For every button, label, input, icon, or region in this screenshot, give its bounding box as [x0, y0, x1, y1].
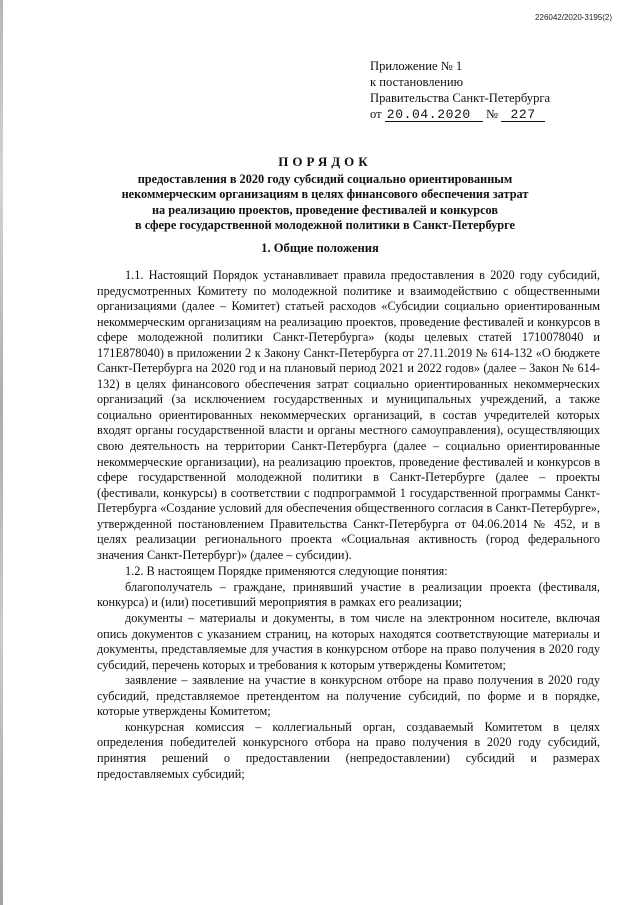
definition-application: заявление – заявление на участие в конкурсном отборе на право получения в 2020 году субсидий, представляемое претендентом на получение субсидий, по форме и в порядке, которые утверждены Комитетом; [97, 673, 600, 719]
title-line-3: на реализацию проектов, проведение фестивалей и конкурсов [151, 202, 499, 217]
annex-block [370, 58, 620, 122]
section-heading: 1. Общие положения [261, 241, 379, 255]
resolution-number: 227 [501, 108, 545, 122]
paragraph-1-1: 1.1. Настоящий Порядок устанавливает правила предоставления в 2020 году субсидий, предусмотренных Комитету по молодежной политике и взаимодействию с общественными организациями (далее – Комитет) статьей расходов «Субсидии социально ориентированным некоммерческим организациям на реализацию проектов, проведение фестивалей и конкурсов в сфере молодежной политики Санкт-Петербурга» (коды целевых статей 1710078040 и 171Е878040) в приложении 2 к Закону Санкт-Петербурга от 27.11.2019 № 614-132 «О бюджете Санкт-Петербурга на 2020 год и на плановый период 2021 и 2022 годов» (далее – Закон № 614-132) в целях финансового обеспечения затрат социально ориентированных некоммерческих организаций (за исключением государственных и муниципальных учреждений, а также социально ориентированных некоммерческих организаций, в состав учредителей которых входят органы государственной власти и органы местного самоуправления), осуществляющих свою деятельность на территории Санкт-Петербурга (далее – социально ориентированные некоммерческие организации), на реализацию проектов, проведение фестивалей и конкурсов в сфере государственной молодежной политики в Санкт-Петербурге (далее – проекты (фестивали, конкурсы) в соответствии с подпрограммой 1 государственной программы Санкт-Петербурга «Создание условий для обеспечения общественного согласия в Санкт-Петербурге», утвержденной постановлением Правительства Санкт-Петербурга от 04.06.2014 № 452, и в целях реализации регионального проекта «Социальная активность (город федерального значения Санкт-Петербург)» (далее – субсидии). [97, 268, 600, 562]
title-line-1: предоставления в 2020 году субсидий социально ориентированным [137, 171, 513, 186]
resolution-date: 20.04.2020 [385, 108, 483, 122]
annex-date-line [370, 106, 620, 122]
date-prefix: от [370, 107, 382, 121]
annex-line-3: Правительства Санкт-Петербурга [370, 91, 551, 105]
definition-documents: документы – материалы и документы, в том числе на электронном носителе, включая опись документов с указанием страниц, на которых находятся соответствующие материалы и документы, представляемые для участия в конкурсном отборе на право получения в 2020 году субсидий, перечень которых и требования к которым утверждены Комитетом; [97, 611, 600, 672]
document-title [95, 154, 555, 234]
paragraph-1-2: 1.2. В настоящем Порядке применяются следующие понятия: [125, 564, 448, 579]
definition-beneficiary: благополучатель – граждане, принявший участие в реализации проекта (фестиваля, конкурса) и (или) посетивший мероприятия в рамках его реализации; [97, 579, 600, 610]
definition-commission: конкурсная комиссия – коллегиальный орган, создаваемый Комитетом в целях определения победителей конкурсного отбора на право получения в 2020 году субсидий, принятия решений о предоставлении (непредоставлении) субсидий и размерах предоставляемых субсидий; [97, 719, 600, 781]
title-line-2: некоммерческим организациям в целях финансового обеспечения затрат [121, 187, 529, 201]
annex-line-1: Приложение № 1 [370, 59, 463, 73]
title-word: ПОРЯДОК [278, 154, 372, 169]
document-code: 226042/2020-3195(2) [535, 13, 612, 22]
title-line-4: в сфере государственной молодежной политики в Санкт-Петербурге [135, 218, 515, 232]
scan-edge [0, 0, 3, 905]
number-prefix: № [485, 107, 498, 121]
annex-line-2: к постановлению [370, 75, 464, 89]
document-body [97, 268, 600, 782]
